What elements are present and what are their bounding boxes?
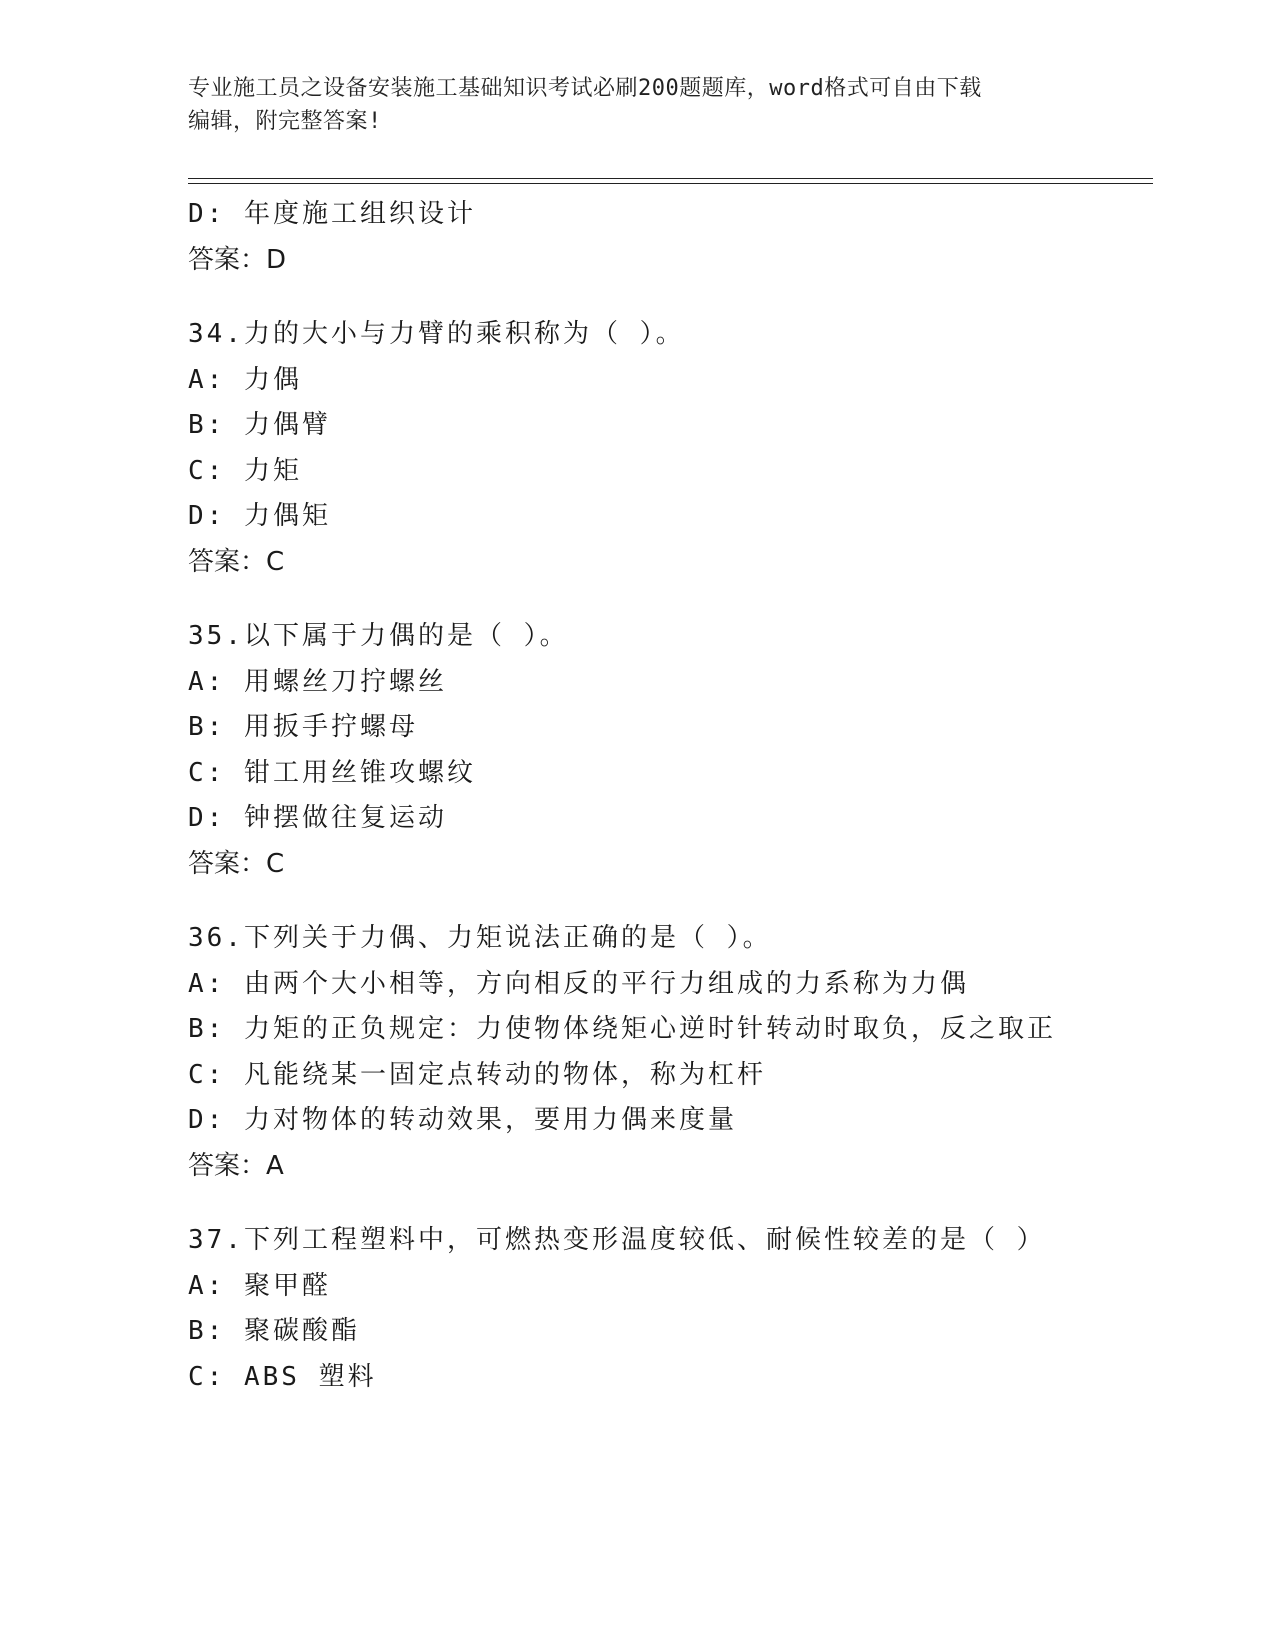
- option-line: [188, 192, 1148, 238]
- option-text: 钟摆做往复运动: [243, 803, 447, 833]
- question-stem: 37.下列工程塑料中，可燃热变形温度较低、耐候性较差的是（ ）: [188, 1225, 1046, 1255]
- option-label: A:: [188, 1270, 226, 1301]
- header-divider: [188, 178, 1153, 179]
- option-label: C:: [188, 455, 226, 486]
- option-label: A:: [188, 364, 226, 395]
- header-title-line-2: 编辑，附完整答案!: [188, 109, 382, 134]
- option-label: B:: [188, 712, 226, 742]
- document-header: [188, 72, 1088, 138]
- option-label: D:: [188, 1105, 226, 1135]
- question-list: [188, 192, 1148, 1400]
- question-block-37: [188, 1218, 1148, 1400]
- option-label: A:: [188, 968, 226, 999]
- option-text: 凡能绕某一固定点转动的物体，称为杠杆: [243, 1059, 766, 1090]
- option-text: 力对物体的转动效果，要用力偶来度量: [243, 1105, 737, 1135]
- option-label: C:: [188, 757, 226, 788]
- answer-line: 答案：A: [188, 1150, 284, 1181]
- option-line: [188, 494, 1148, 540]
- option-text: 年度施工组织设计: [243, 199, 476, 229]
- answer-line: 答案：D: [188, 244, 287, 275]
- option-line: [188, 1309, 1148, 1355]
- option-line: [188, 796, 1148, 842]
- option-label: D:: [188, 803, 226, 833]
- option-label: B:: [188, 1316, 226, 1346]
- option-text: 用螺丝刀拧螺丝: [243, 666, 447, 697]
- header-title-line-1: 专业施工员之设备安装施工基础知识考试必刷200题题库，word格式可自由下载: [188, 76, 982, 101]
- option-label: B:: [188, 1014, 226, 1044]
- option-text: 聚甲醛: [243, 1270, 331, 1301]
- question-block-34: [188, 312, 1148, 585]
- option-line: [188, 449, 1148, 495]
- option-text: 力偶矩: [243, 501, 331, 531]
- option-text: 钳工用丝锥攻螺纹: [243, 757, 476, 788]
- question-spacer: [188, 283, 1148, 312]
- answer-line: 答案：C: [188, 546, 285, 577]
- answer-line: 答案：C: [188, 848, 285, 879]
- option-label: D:: [188, 501, 226, 531]
- header-divider-double: [188, 183, 1153, 184]
- option-label: C:: [188, 1059, 226, 1090]
- option-line: [188, 751, 1148, 797]
- option-text: 力矩: [243, 455, 302, 486]
- question-spacer: [188, 887, 1148, 916]
- question-stem: 36.下列关于力偶、力矩说法正确的是（ ）。: [188, 923, 772, 953]
- option-label: C:: [188, 1361, 226, 1392]
- option-label: B:: [188, 410, 226, 440]
- option-label: A:: [188, 666, 226, 697]
- question-stem: 34.力的大小与力臂的乘积称为（ ）。: [188, 319, 685, 349]
- option-line: [188, 1053, 1148, 1099]
- option-text: 用扳手拧螺母: [243, 712, 418, 742]
- option-line: [188, 358, 1148, 404]
- option-text: ABS 塑料: [243, 1361, 377, 1392]
- option-line: [188, 1098, 1148, 1144]
- option-text: 力矩的正负规定：力使物体绕矩心逆时针转动时取负，反之取正: [243, 1014, 1056, 1044]
- option-line: [188, 660, 1148, 706]
- option-line: [188, 1355, 1148, 1401]
- option-text: 聚碳酸酯: [243, 1316, 360, 1346]
- option-text: 力偶: [243, 364, 302, 395]
- option-line: [188, 962, 1148, 1008]
- question-block-35: [188, 614, 1148, 887]
- question-spacer: [188, 1189, 1148, 1218]
- question-stem: 35.以下属于力偶的是（ ）。: [188, 621, 569, 651]
- option-line: [188, 1007, 1148, 1053]
- question-block-36: [188, 916, 1148, 1189]
- option-line: [188, 1264, 1148, 1310]
- option-line: [188, 705, 1148, 751]
- option-text: 由两个大小相等，方向相反的平行力组成的力系称为力偶: [243, 968, 969, 999]
- option-line: [188, 403, 1148, 449]
- question-block-33: [188, 192, 1148, 283]
- option-label: D:: [188, 199, 226, 229]
- option-text: 力偶臂: [243, 410, 331, 440]
- question-spacer: [188, 585, 1148, 614]
